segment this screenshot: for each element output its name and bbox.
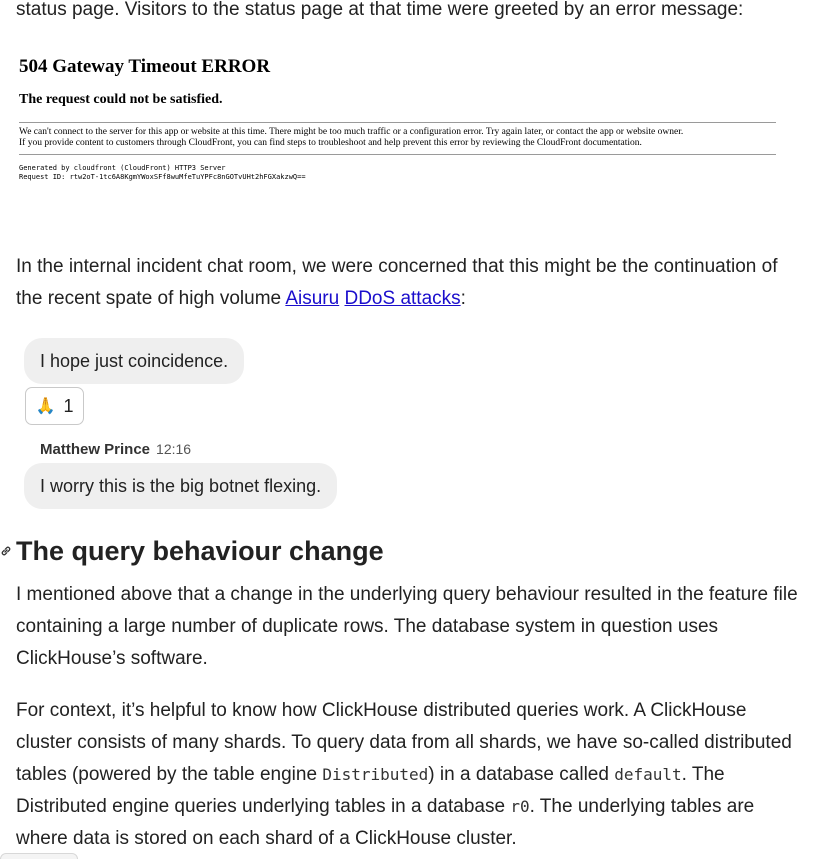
- reaction-count: 1: [63, 395, 74, 416]
- sender-name: Matthew Prince: [40, 441, 151, 458]
- section-heading: [0, 531, 384, 571]
- para2-text-2: ) in a database called: [428, 764, 615, 785]
- para2-text-1: For context, it’s helpful to know how ClickHouse distributed queries work. A ClickHouse cluster consists of many shards. To query data from all shards, we have so-called distributed tables (powered by the table engine: [16, 700, 792, 785]
- error-subtitle: The request could not be satisfied.: [19, 92, 223, 107]
- code-default: default: [614, 765, 682, 784]
- para2-text-3: . The Distributed engine queries underlying tables in a database: [16, 764, 725, 817]
- folded-hands-icon: 🙏: [35, 398, 56, 415]
- bottom-tab-edge: [0, 853, 78, 859]
- ddos-attacks-link[interactable]: DDoS attacks: [344, 288, 461, 309]
- chat-intro-paragraph: [16, 251, 806, 315]
- error-generated-by: Generated by cloudfront (CloudFront) HTTP3 Server: [19, 164, 226, 172]
- section-paragraph-1: [16, 579, 806, 675]
- chat-message-bubble: I hope just coincidence.: [24, 338, 244, 384]
- chat-sender: [40, 441, 191, 458]
- section-paragraph-1-text: I mentioned above that a change in the underlying query behaviour resulted in the feature file containing a large number of duplicate rows. The database system in question uses ClickHouse’s software.: [16, 584, 798, 669]
- section-paragraph-2: [16, 695, 806, 855]
- code-r0: r0: [510, 797, 530, 816]
- sender-time: 12:16: [156, 441, 192, 457]
- error-body-line-1: We can't connect to the server for this app or website at this time. There might be too much traffic or a configuration error. Try again later, or contact the app or website owner.: [19, 127, 684, 137]
- aisuru-link[interactable]: Aisuru: [285, 288, 340, 309]
- para2-text-4: . The underlying tables are where data is stored on each shard of a ClickHouse cluster.: [16, 796, 755, 849]
- intro-paragraph: [16, 0, 806, 26]
- chat-intro-suffix: :: [460, 288, 466, 309]
- link-anchor-icon-svg: [0, 545, 12, 557]
- error-title: 504 Gateway Timeout ERROR: [19, 56, 271, 77]
- error-metadata: [19, 164, 306, 181]
- error-divider-bottom: [19, 154, 776, 155]
- error-divider-top: [19, 122, 776, 123]
- error-request-id: Request ID: rtw2oT-1tc6A8KgmYWoxSFf8wuMfeTuYPFc8nGOTvUHt2hFGXakzwQ==: [19, 172, 306, 181]
- chat-message-bubble: I worry this is the big botnet flexing.: [24, 463, 337, 509]
- error-body: [19, 127, 776, 149]
- link-anchor-icon[interactable]: [0, 545, 14, 557]
- error-body-line-2: If you provide content to customers through CloudFront, you can find steps to troubleshoot and help prevent this error by reviewing the CloudFront documentation.: [19, 138, 642, 148]
- chat-intro-text: In the internal incident chat room, we were concerned that this might be the continuation of the recent spate of high volume: [16, 256, 778, 309]
- section-title: The query behaviour change: [16, 535, 384, 566]
- intro-text: status page. Visitors to the status page at that time were greeted by an error message:: [16, 0, 744, 20]
- reaction-chip[interactable]: [25, 387, 84, 425]
- code-distributed: Distributed: [322, 765, 429, 784]
